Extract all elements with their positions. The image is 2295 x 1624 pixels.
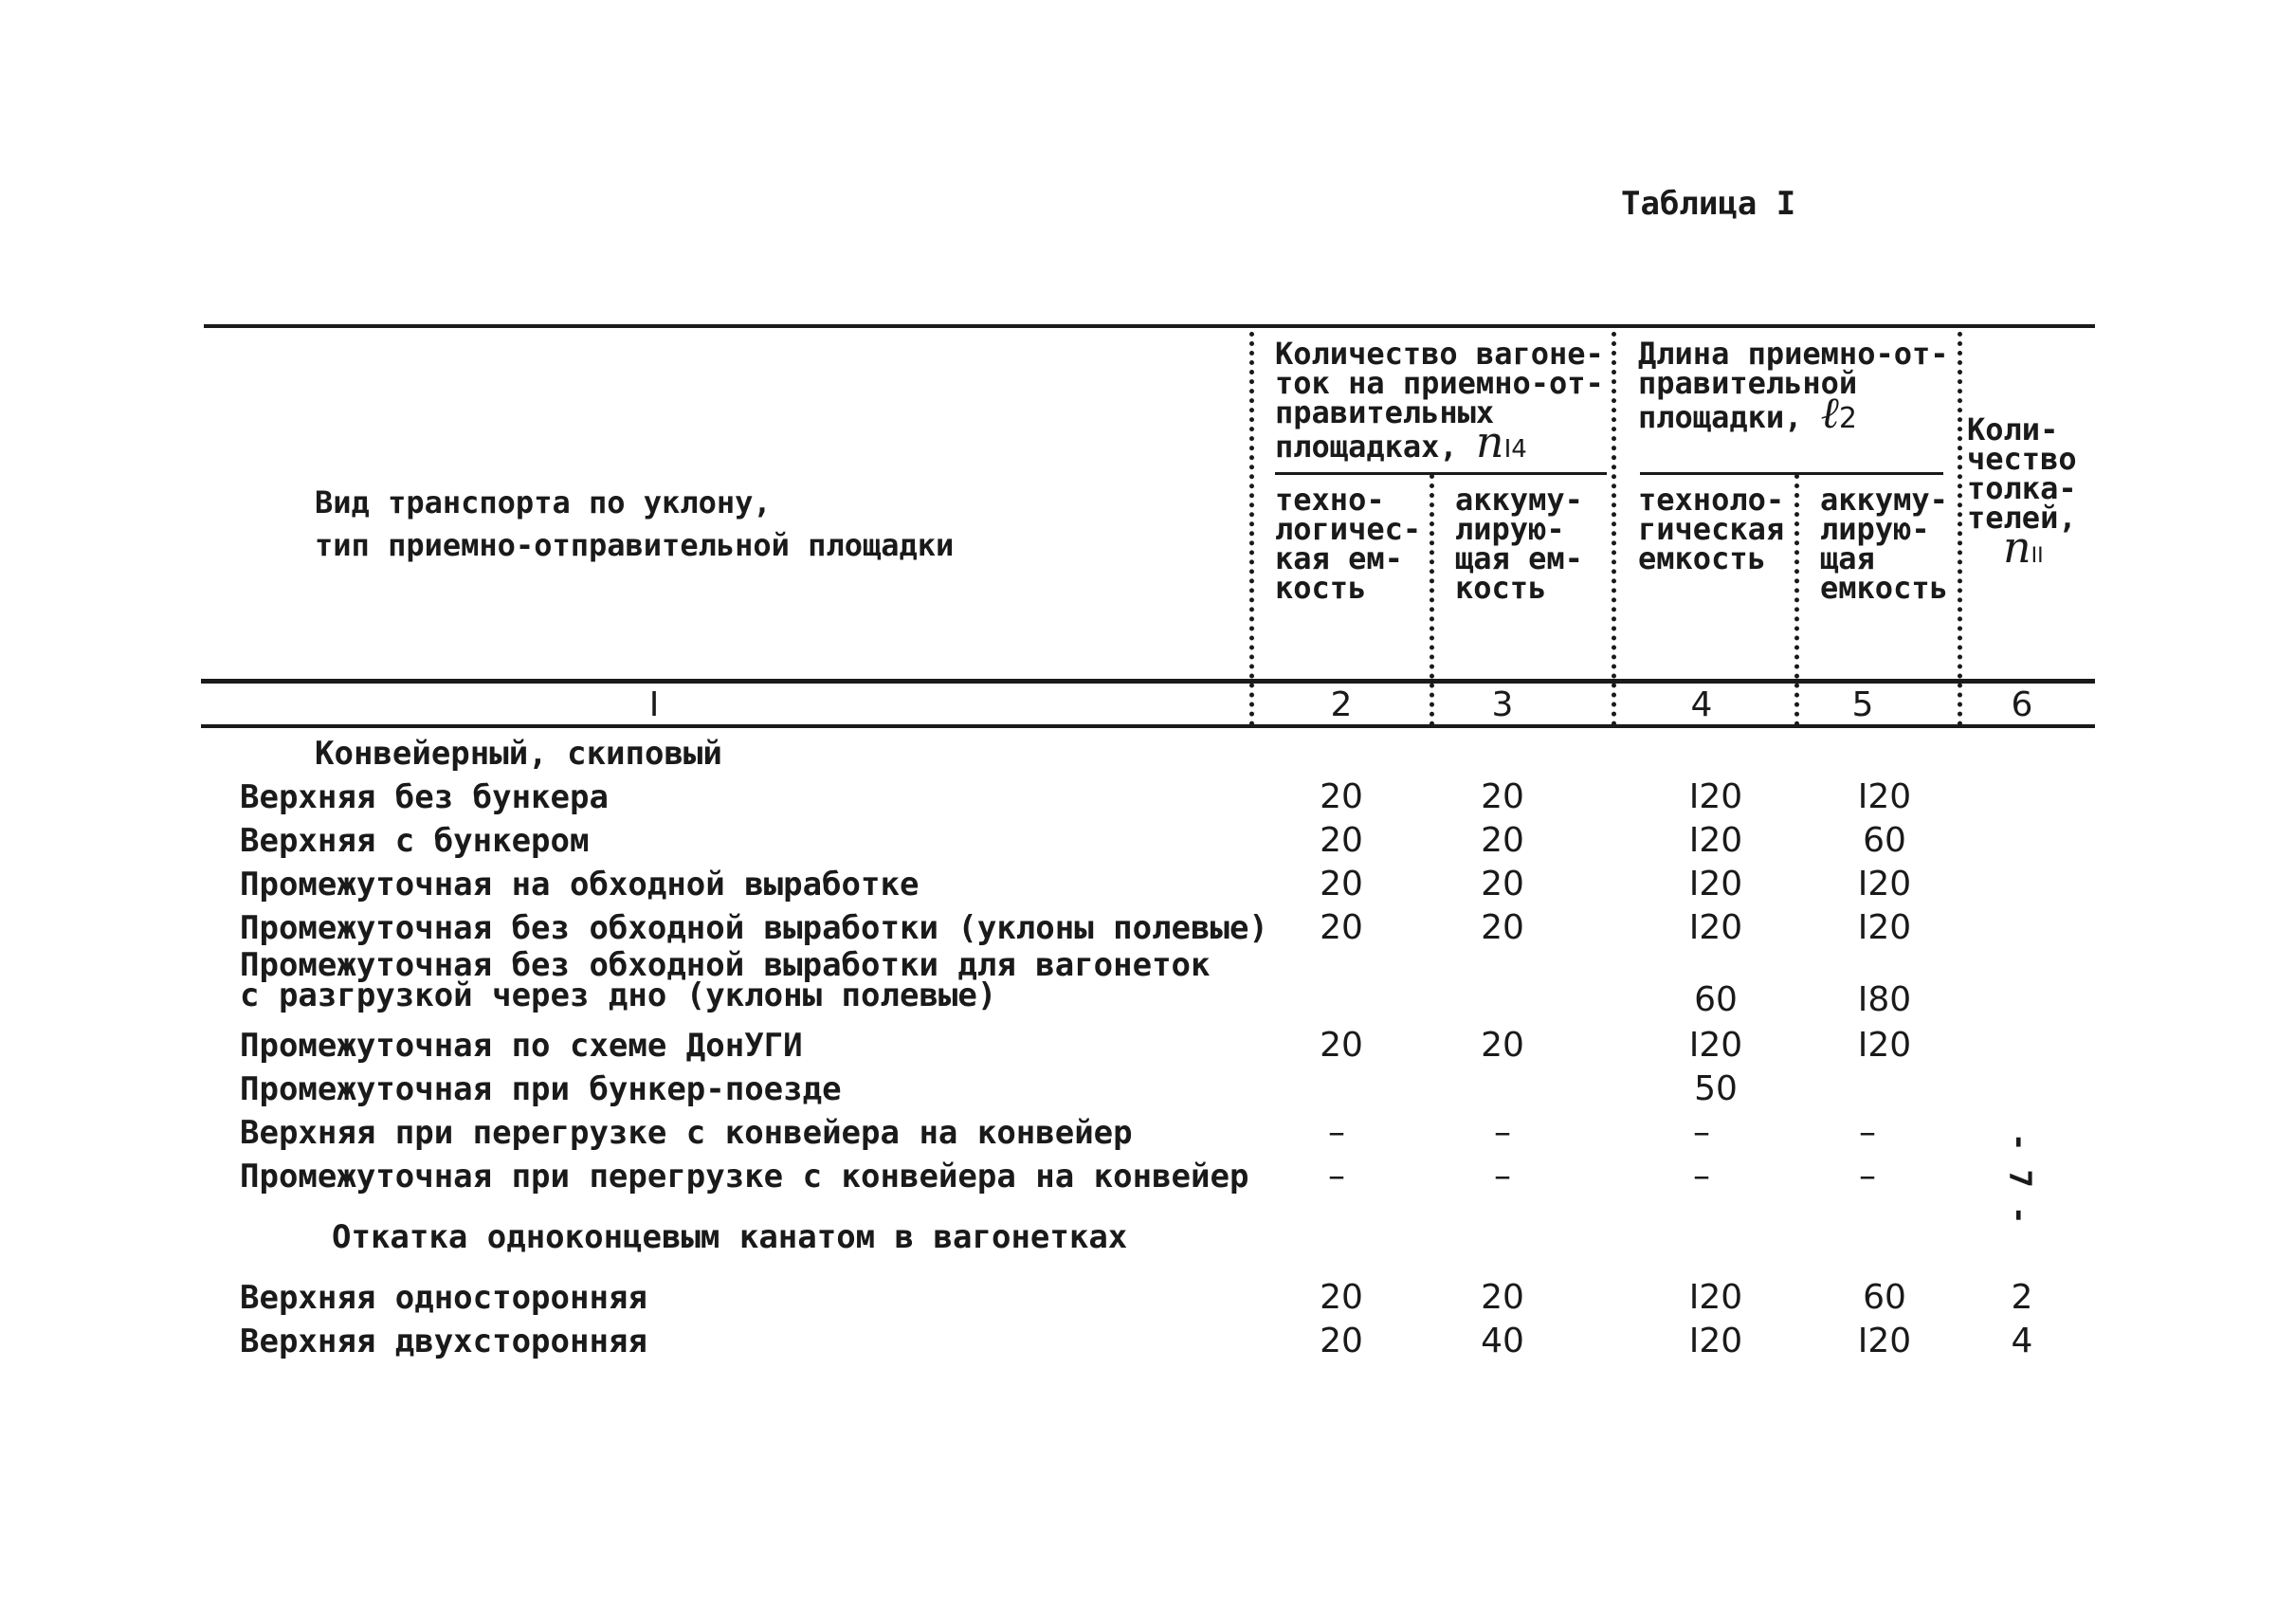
colnum-2: 2 xyxy=(1330,685,1353,724)
cell-c5: I20 xyxy=(1857,1026,1912,1065)
cell-c5: – xyxy=(1859,1113,1876,1152)
symbol-l: ℓ xyxy=(1820,387,1839,438)
cell-c3: 20 xyxy=(1481,777,1524,816)
row-label: Верхняя двухсторонняя xyxy=(240,1323,647,1360)
row-label: Промежуточная по схеме ДонУГИ xyxy=(240,1027,803,1065)
group-len-rule xyxy=(1640,472,1943,475)
cell-c4: I20 xyxy=(1688,1278,1743,1317)
header-col3: аккуму- лирую- щая ем- кость xyxy=(1455,482,1583,606)
cell-c4: 50 xyxy=(1694,1069,1738,1108)
cell-c2: 20 xyxy=(1320,908,1363,947)
cell-c2: – xyxy=(1328,1113,1345,1152)
cell-c4: I20 xyxy=(1688,1026,1743,1065)
cell-c3: 40 xyxy=(1481,1322,1524,1360)
cell-c5: 60 xyxy=(1863,1278,1906,1317)
cell-c2: 20 xyxy=(1320,1322,1363,1360)
symbol-n-ii: n xyxy=(2003,521,2031,573)
header-group-len: Длина приемно-от- правительной площадки, ℓ2 xyxy=(1638,336,1949,438)
row-label: Промежуточная при перегрузке с конвейера на конвейер xyxy=(240,1158,1249,1195)
table-top-rule xyxy=(204,324,2095,328)
section-title: Откатка одноконцевым канатом в вагонетках xyxy=(332,1218,1128,1256)
cell-c4: 60 xyxy=(1694,980,1738,1019)
cell-c2: 20 xyxy=(1320,1278,1363,1317)
colnum-4: 4 xyxy=(1690,685,1713,724)
cell-c4: I20 xyxy=(1688,1322,1743,1360)
cell-c2: 20 xyxy=(1320,865,1363,903)
cell-c3: 20 xyxy=(1481,865,1524,903)
section-title: Конвейерный, скиповый xyxy=(315,735,722,773)
cell-c3: 20 xyxy=(1481,1026,1524,1065)
colnum-1: I xyxy=(648,685,660,724)
cell-c2: 20 xyxy=(1320,777,1363,816)
cell-c5: I20 xyxy=(1857,908,1912,947)
row-label: Промежуточная без обходной выработки (уклоны полевые) xyxy=(240,909,1268,947)
header-group-qty: Количество вагоне- ток на приемно-от- правительных площадках, nI4 xyxy=(1275,336,1604,467)
colnum-3: 3 xyxy=(1491,685,1514,724)
cell-c5: I20 xyxy=(1857,1322,1912,1360)
cell-c3: 20 xyxy=(1481,821,1524,860)
cell-c4: I20 xyxy=(1688,908,1743,947)
cell-c3: – xyxy=(1494,1113,1511,1152)
header-col1-line1: Вид транспорта по уклону, xyxy=(315,484,772,520)
group-qty-rule xyxy=(1275,472,1607,475)
row-label: Верхняя при перегрузке с конвейера на конвейер xyxy=(240,1114,1133,1152)
header-col6: Коли- чество толка- телей, nII xyxy=(1967,411,2077,573)
row-label: Промежуточная без обходной выработки для вагонеток xyxy=(240,946,1211,984)
symbol-n: n xyxy=(1475,416,1504,467)
header-col4: техноло- гическая емкость xyxy=(1638,482,1785,576)
cell-c2: – xyxy=(1328,1157,1345,1195)
header-col2: техно- логичес- кая ем- кость xyxy=(1275,482,1422,606)
cell-c5: 60 xyxy=(1863,821,1906,860)
col-separator-3 xyxy=(1612,332,1616,726)
cell-c3: – xyxy=(1494,1157,1511,1195)
row-label: Верхняя с бункером xyxy=(240,822,590,860)
cell-c4: – xyxy=(1693,1113,1710,1152)
page-number: - 7 - xyxy=(2002,1133,2038,1225)
col-separator-5 xyxy=(1958,332,1962,726)
cell-c6: 4 xyxy=(2011,1322,2033,1360)
cell-c4: I20 xyxy=(1688,777,1743,816)
cell-c5: – xyxy=(1859,1157,1876,1195)
row-label-cont: с разгрузкой через дно (уклоны полевые) xyxy=(240,976,997,1014)
col-separator-2 xyxy=(1430,474,1434,726)
cell-c2: 20 xyxy=(1320,1026,1363,1065)
cell-c5: I20 xyxy=(1857,777,1912,816)
cell-c6: 2 xyxy=(2011,1278,2033,1317)
header-col5: аккуму- лирую- щая емкость xyxy=(1820,482,1948,606)
cell-c4: I20 xyxy=(1688,821,1743,860)
cell-c4: I20 xyxy=(1688,865,1743,903)
cell-c2: 20 xyxy=(1320,821,1363,860)
cell-c3: 20 xyxy=(1481,908,1524,947)
header-col1-line2: тип приемно-отправительной площадки xyxy=(315,527,955,563)
col-separator-1 xyxy=(1249,332,1254,726)
colnum-5: 5 xyxy=(1851,685,1874,724)
table-caption: Таблица I xyxy=(1621,185,1796,223)
cell-c5: I20 xyxy=(1857,865,1912,903)
row-label: Верхняя без бункера xyxy=(240,778,609,816)
cell-c3: 20 xyxy=(1481,1278,1524,1317)
colnum-6: 6 xyxy=(2011,685,2033,724)
row-label: Промежуточная при бункер-поезде xyxy=(240,1070,842,1108)
row-label: Верхняя односторонняя xyxy=(240,1279,647,1317)
cell-c5: I80 xyxy=(1857,980,1912,1019)
cell-c4: – xyxy=(1693,1157,1710,1195)
row-label: Промежуточная на обходной выработке xyxy=(240,866,920,903)
